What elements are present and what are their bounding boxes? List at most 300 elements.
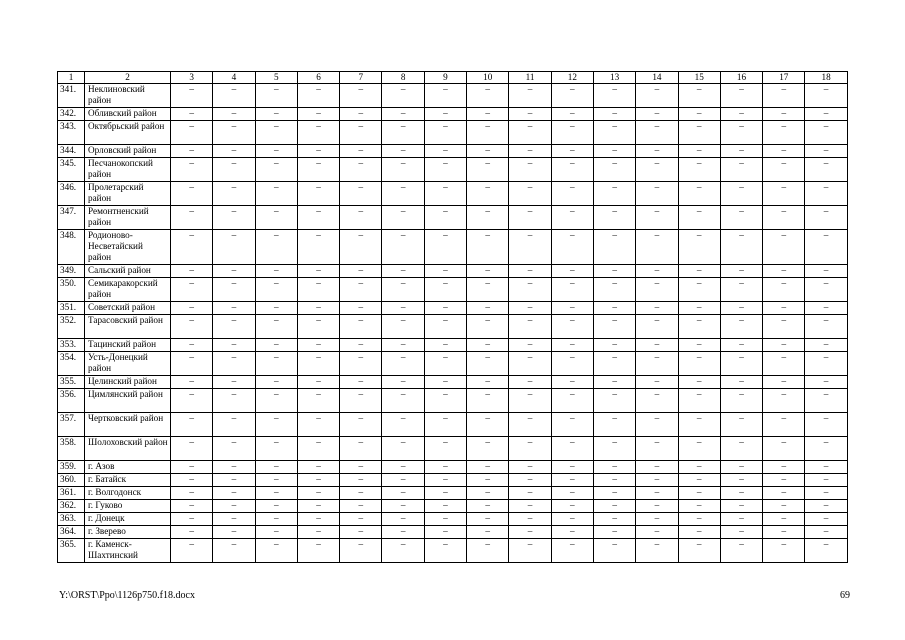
value-cell: – bbox=[424, 487, 466, 500]
value-cell: – bbox=[805, 539, 847, 563]
value-cell: – bbox=[509, 121, 551, 145]
value-cell: – bbox=[382, 339, 424, 352]
value-cell: – bbox=[805, 121, 847, 145]
value-cell: – bbox=[636, 389, 678, 413]
value-cell: – bbox=[297, 84, 339, 108]
value-cell: – bbox=[636, 500, 678, 513]
value-cell: – bbox=[720, 315, 762, 339]
table-row bbox=[58, 206, 848, 230]
value-cell: – bbox=[763, 302, 805, 315]
value-cell: – bbox=[763, 206, 805, 230]
value-cell: – bbox=[255, 108, 297, 121]
row-name: Пролетарский район bbox=[85, 182, 171, 206]
value-cell: – bbox=[297, 487, 339, 500]
value-cell: – bbox=[805, 437, 847, 461]
value-cell: – bbox=[297, 352, 339, 376]
row-number: 342. bbox=[58, 108, 85, 121]
value-cell: – bbox=[213, 461, 255, 474]
table-row bbox=[58, 352, 848, 376]
value-cell: – bbox=[509, 376, 551, 389]
value-cell: – bbox=[678, 539, 720, 563]
value-cell: – bbox=[678, 302, 720, 315]
value-cell: – bbox=[678, 108, 720, 121]
value-cell: – bbox=[678, 278, 720, 302]
value-cell: – bbox=[805, 230, 847, 265]
value-cell: – bbox=[805, 108, 847, 121]
value-cell: – bbox=[297, 182, 339, 206]
value-cell: – bbox=[171, 182, 213, 206]
value-cell: – bbox=[678, 500, 720, 513]
value-cell: – bbox=[171, 413, 213, 437]
value-cell: – bbox=[720, 302, 762, 315]
value-cell: – bbox=[297, 513, 339, 526]
value-cell: – bbox=[467, 158, 509, 182]
row-number: 364. bbox=[58, 526, 85, 539]
value-cell: – bbox=[636, 413, 678, 437]
value-cell: – bbox=[720, 206, 762, 230]
value-cell: – bbox=[805, 413, 847, 437]
value-cell: – bbox=[424, 513, 466, 526]
data-table bbox=[57, 71, 848, 563]
value-cell: – bbox=[509, 158, 551, 182]
value-cell: – bbox=[551, 315, 593, 339]
value-cell: – bbox=[509, 108, 551, 121]
value-cell: – bbox=[763, 158, 805, 182]
value-cell: – bbox=[340, 413, 382, 437]
value-cell: – bbox=[424, 84, 466, 108]
value-cell: – bbox=[636, 315, 678, 339]
value-cell: – bbox=[297, 302, 339, 315]
value-cell: – bbox=[382, 376, 424, 389]
row-name: Семикаракорский район bbox=[85, 278, 171, 302]
value-cell: – bbox=[467, 302, 509, 315]
value-cell: – bbox=[551, 413, 593, 437]
value-cell: – bbox=[213, 302, 255, 315]
row-name: Шолоховский район bbox=[85, 437, 171, 461]
value-cell: – bbox=[340, 461, 382, 474]
value-cell: – bbox=[213, 474, 255, 487]
header-cell: 14 bbox=[636, 72, 678, 84]
row-name: Чертковский район bbox=[85, 413, 171, 437]
value-cell: – bbox=[509, 206, 551, 230]
value-cell: – bbox=[255, 487, 297, 500]
value-cell: – bbox=[255, 437, 297, 461]
value-cell: – bbox=[340, 474, 382, 487]
value-cell: – bbox=[382, 437, 424, 461]
row-number: 361. bbox=[58, 487, 85, 500]
table-row bbox=[58, 278, 848, 302]
header-cell: 13 bbox=[593, 72, 635, 84]
value-cell: – bbox=[340, 206, 382, 230]
value-cell: – bbox=[509, 487, 551, 500]
value-cell: – bbox=[171, 500, 213, 513]
value-cell: – bbox=[424, 206, 466, 230]
value-cell: – bbox=[763, 413, 805, 437]
value-cell: – bbox=[171, 539, 213, 563]
value-cell: – bbox=[593, 206, 635, 230]
row-number: 353. bbox=[58, 339, 85, 352]
value-cell: – bbox=[340, 315, 382, 339]
table-row bbox=[58, 108, 848, 121]
value-cell: – bbox=[509, 526, 551, 539]
value-cell: – bbox=[255, 500, 297, 513]
value-cell: – bbox=[805, 500, 847, 513]
header-cell: 6 bbox=[297, 72, 339, 84]
value-cell: – bbox=[467, 461, 509, 474]
value-cell: – bbox=[593, 376, 635, 389]
value-cell: – bbox=[720, 376, 762, 389]
value-cell: – bbox=[213, 84, 255, 108]
value-cell: – bbox=[551, 206, 593, 230]
row-number: 356. bbox=[58, 389, 85, 413]
value-cell: – bbox=[593, 539, 635, 563]
value-cell: – bbox=[340, 121, 382, 145]
value-cell: – bbox=[213, 513, 255, 526]
value-cell: – bbox=[593, 230, 635, 265]
value-cell: – bbox=[382, 206, 424, 230]
table-row bbox=[58, 230, 848, 265]
value-cell: – bbox=[467, 539, 509, 563]
value-cell: – bbox=[424, 526, 466, 539]
row-number: 359. bbox=[58, 461, 85, 474]
header-cell: 8 bbox=[382, 72, 424, 84]
value-cell: – bbox=[678, 474, 720, 487]
value-cell: – bbox=[213, 413, 255, 437]
value-cell: – bbox=[340, 230, 382, 265]
value-cell: – bbox=[213, 437, 255, 461]
value-cell: – bbox=[467, 315, 509, 339]
value-cell: – bbox=[593, 278, 635, 302]
row-name: Ремонтненский район bbox=[85, 206, 171, 230]
row-name: г. Волгодонск bbox=[85, 487, 171, 500]
value-cell: – bbox=[551, 108, 593, 121]
value-cell: – bbox=[551, 278, 593, 302]
value-cell: – bbox=[636, 108, 678, 121]
row-number: 345. bbox=[58, 158, 85, 182]
value-cell: – bbox=[213, 265, 255, 278]
header-cell: 12 bbox=[551, 72, 593, 84]
row-number: 362. bbox=[58, 500, 85, 513]
value-cell: – bbox=[382, 108, 424, 121]
value-cell: – bbox=[551, 121, 593, 145]
value-cell: – bbox=[805, 461, 847, 474]
value-cell: – bbox=[509, 352, 551, 376]
value-cell: – bbox=[636, 339, 678, 352]
value-cell: – bbox=[171, 302, 213, 315]
value-cell: – bbox=[593, 182, 635, 206]
value-cell: – bbox=[467, 513, 509, 526]
row-number: 355. bbox=[58, 376, 85, 389]
value-cell: – bbox=[255, 474, 297, 487]
value-cell: – bbox=[593, 302, 635, 315]
value-cell: – bbox=[763, 376, 805, 389]
value-cell: – bbox=[340, 84, 382, 108]
value-cell: – bbox=[593, 461, 635, 474]
value-cell: – bbox=[551, 389, 593, 413]
value-cell: – bbox=[720, 526, 762, 539]
value-cell: – bbox=[763, 182, 805, 206]
value-cell: – bbox=[720, 413, 762, 437]
value-cell: – bbox=[763, 265, 805, 278]
row-number: 343. bbox=[58, 121, 85, 145]
value-cell: – bbox=[720, 278, 762, 302]
value-cell: – bbox=[382, 315, 424, 339]
value-cell: – bbox=[297, 376, 339, 389]
row-name: Советский район bbox=[85, 302, 171, 315]
row-name: Неклиновский район bbox=[85, 84, 171, 108]
row-number: 348. bbox=[58, 230, 85, 265]
value-cell: – bbox=[720, 437, 762, 461]
table-row bbox=[58, 437, 848, 461]
value-cell: – bbox=[340, 158, 382, 182]
value-cell: – bbox=[213, 539, 255, 563]
value-cell: – bbox=[805, 339, 847, 352]
row-name: г. Батайск bbox=[85, 474, 171, 487]
value-cell: – bbox=[678, 437, 720, 461]
value-cell: – bbox=[763, 389, 805, 413]
value-cell: – bbox=[805, 145, 847, 158]
value-cell: – bbox=[424, 121, 466, 145]
value-cell: – bbox=[509, 413, 551, 437]
value-cell: – bbox=[382, 278, 424, 302]
value-cell: – bbox=[467, 376, 509, 389]
value-cell: – bbox=[171, 145, 213, 158]
value-cell: – bbox=[720, 461, 762, 474]
table-row bbox=[58, 500, 848, 513]
row-name: Тацинский район bbox=[85, 339, 171, 352]
value-cell: – bbox=[509, 539, 551, 563]
value-cell: – bbox=[636, 84, 678, 108]
value-cell: – bbox=[763, 461, 805, 474]
header-cell: 9 bbox=[424, 72, 466, 84]
row-name: Обливский район bbox=[85, 108, 171, 121]
value-cell: – bbox=[678, 230, 720, 265]
value-cell: – bbox=[678, 84, 720, 108]
value-cell: – bbox=[340, 182, 382, 206]
table-row bbox=[58, 315, 848, 339]
value-cell: – bbox=[213, 389, 255, 413]
value-cell: – bbox=[255, 352, 297, 376]
value-cell: – bbox=[678, 339, 720, 352]
table-row bbox=[58, 389, 848, 413]
value-cell: – bbox=[720, 121, 762, 145]
value-cell: – bbox=[255, 461, 297, 474]
header-cell: 16 bbox=[720, 72, 762, 84]
row-name: Октябрьский район bbox=[85, 121, 171, 145]
value-cell: – bbox=[636, 158, 678, 182]
value-cell: – bbox=[720, 230, 762, 265]
value-cell: – bbox=[382, 413, 424, 437]
value-cell: – bbox=[424, 437, 466, 461]
value-cell: – bbox=[805, 389, 847, 413]
value-cell: – bbox=[297, 461, 339, 474]
value-cell: – bbox=[763, 84, 805, 108]
value-cell: – bbox=[551, 461, 593, 474]
value-cell: – bbox=[467, 352, 509, 376]
value-cell: – bbox=[509, 500, 551, 513]
value-cell: – bbox=[467, 437, 509, 461]
value-cell: – bbox=[171, 487, 213, 500]
value-cell: – bbox=[593, 108, 635, 121]
value-cell: – bbox=[509, 513, 551, 526]
table-row bbox=[58, 121, 848, 145]
value-cell: – bbox=[636, 526, 678, 539]
value-cell: – bbox=[509, 461, 551, 474]
header-cell: 2 bbox=[85, 72, 171, 84]
value-cell: – bbox=[213, 145, 255, 158]
value-cell: – bbox=[297, 539, 339, 563]
value-cell: – bbox=[467, 182, 509, 206]
row-name: Песчанокопский район bbox=[85, 158, 171, 182]
table-row bbox=[58, 265, 848, 278]
value-cell: – bbox=[551, 474, 593, 487]
value-cell: – bbox=[340, 526, 382, 539]
footer-file-path: Y:\ORST\Ppo\1126p750.f18.docx bbox=[59, 590, 195, 601]
value-cell: – bbox=[467, 84, 509, 108]
value-cell: – bbox=[424, 265, 466, 278]
value-cell: – bbox=[509, 278, 551, 302]
value-cell: – bbox=[255, 145, 297, 158]
header-cell: 1 bbox=[58, 72, 85, 84]
value-cell: – bbox=[593, 315, 635, 339]
value-cell: – bbox=[678, 158, 720, 182]
header-row bbox=[58, 72, 848, 84]
value-cell: – bbox=[805, 526, 847, 539]
header-cell: 4 bbox=[213, 72, 255, 84]
value-cell: – bbox=[636, 352, 678, 376]
row-number: 357. bbox=[58, 413, 85, 437]
value-cell: – bbox=[297, 206, 339, 230]
value-cell: – bbox=[678, 315, 720, 339]
value-cell: – bbox=[255, 376, 297, 389]
value-cell: – bbox=[763, 487, 805, 500]
value-cell: – bbox=[805, 513, 847, 526]
table-row bbox=[58, 461, 848, 474]
table-body bbox=[58, 72, 848, 563]
value-cell: – bbox=[424, 539, 466, 563]
header-cell: 18 bbox=[805, 72, 847, 84]
value-cell: – bbox=[593, 389, 635, 413]
value-cell: – bbox=[551, 539, 593, 563]
value-cell: – bbox=[382, 513, 424, 526]
value-cell: – bbox=[382, 84, 424, 108]
value-cell: – bbox=[763, 474, 805, 487]
value-cell: – bbox=[171, 108, 213, 121]
value-cell: – bbox=[467, 500, 509, 513]
row-name: г. Донецк bbox=[85, 513, 171, 526]
value-cell: – bbox=[509, 315, 551, 339]
value-cell: – bbox=[509, 474, 551, 487]
value-cell: – bbox=[551, 526, 593, 539]
value-cell: – bbox=[255, 265, 297, 278]
value-cell: – bbox=[509, 389, 551, 413]
value-cell: – bbox=[297, 158, 339, 182]
value-cell: – bbox=[720, 352, 762, 376]
value-cell: – bbox=[720, 487, 762, 500]
value-cell: – bbox=[382, 352, 424, 376]
value-cell: – bbox=[297, 230, 339, 265]
value-cell: – bbox=[255, 206, 297, 230]
value-cell: – bbox=[382, 145, 424, 158]
value-cell: – bbox=[763, 339, 805, 352]
header-cell: 3 bbox=[171, 72, 213, 84]
value-cell: – bbox=[678, 145, 720, 158]
value-cell: – bbox=[593, 437, 635, 461]
table-row bbox=[58, 182, 848, 206]
value-cell: – bbox=[424, 339, 466, 352]
value-cell: – bbox=[382, 474, 424, 487]
value-cell: – bbox=[382, 121, 424, 145]
value-cell: – bbox=[551, 500, 593, 513]
value-cell: – bbox=[297, 413, 339, 437]
table-row bbox=[58, 339, 848, 352]
value-cell: – bbox=[213, 158, 255, 182]
value-cell: – bbox=[382, 182, 424, 206]
value-cell: – bbox=[171, 339, 213, 352]
row-name: г. Азов bbox=[85, 461, 171, 474]
value-cell: – bbox=[467, 526, 509, 539]
value-cell: – bbox=[171, 526, 213, 539]
value-cell: – bbox=[509, 230, 551, 265]
row-number: 344. bbox=[58, 145, 85, 158]
row-number: 349. bbox=[58, 265, 85, 278]
row-number: 351. bbox=[58, 302, 85, 315]
value-cell: – bbox=[213, 315, 255, 339]
value-cell: – bbox=[297, 108, 339, 121]
value-cell: – bbox=[255, 339, 297, 352]
value-cell: – bbox=[213, 278, 255, 302]
value-cell: – bbox=[593, 84, 635, 108]
value-cell: – bbox=[636, 487, 678, 500]
value-cell: – bbox=[593, 352, 635, 376]
value-cell: – bbox=[551, 339, 593, 352]
value-cell: – bbox=[213, 352, 255, 376]
value-cell: – bbox=[424, 158, 466, 182]
value-cell: – bbox=[805, 376, 847, 389]
value-cell: – bbox=[678, 182, 720, 206]
value-cell: – bbox=[467, 108, 509, 121]
value-cell: – bbox=[340, 437, 382, 461]
value-cell: – bbox=[213, 206, 255, 230]
value-cell: – bbox=[593, 526, 635, 539]
value-cell: – bbox=[763, 315, 805, 339]
value-cell: – bbox=[720, 474, 762, 487]
value-cell: – bbox=[509, 265, 551, 278]
value-cell: – bbox=[636, 513, 678, 526]
value-cell: – bbox=[763, 513, 805, 526]
value-cell: – bbox=[382, 158, 424, 182]
value-cell: – bbox=[805, 158, 847, 182]
row-number: 360. bbox=[58, 474, 85, 487]
value-cell: – bbox=[171, 230, 213, 265]
value-cell: – bbox=[805, 84, 847, 108]
header-cell: 11 bbox=[509, 72, 551, 84]
value-cell: – bbox=[424, 413, 466, 437]
value-cell: – bbox=[467, 278, 509, 302]
value-cell: – bbox=[509, 145, 551, 158]
value-cell: – bbox=[213, 376, 255, 389]
table-row bbox=[58, 474, 848, 487]
value-cell: – bbox=[382, 539, 424, 563]
value-cell: – bbox=[213, 108, 255, 121]
value-cell: – bbox=[551, 302, 593, 315]
value-cell: – bbox=[424, 376, 466, 389]
table-row bbox=[58, 376, 848, 389]
value-cell: – bbox=[424, 389, 466, 413]
value-cell: – bbox=[213, 339, 255, 352]
value-cell: – bbox=[678, 352, 720, 376]
value-cell: – bbox=[255, 158, 297, 182]
